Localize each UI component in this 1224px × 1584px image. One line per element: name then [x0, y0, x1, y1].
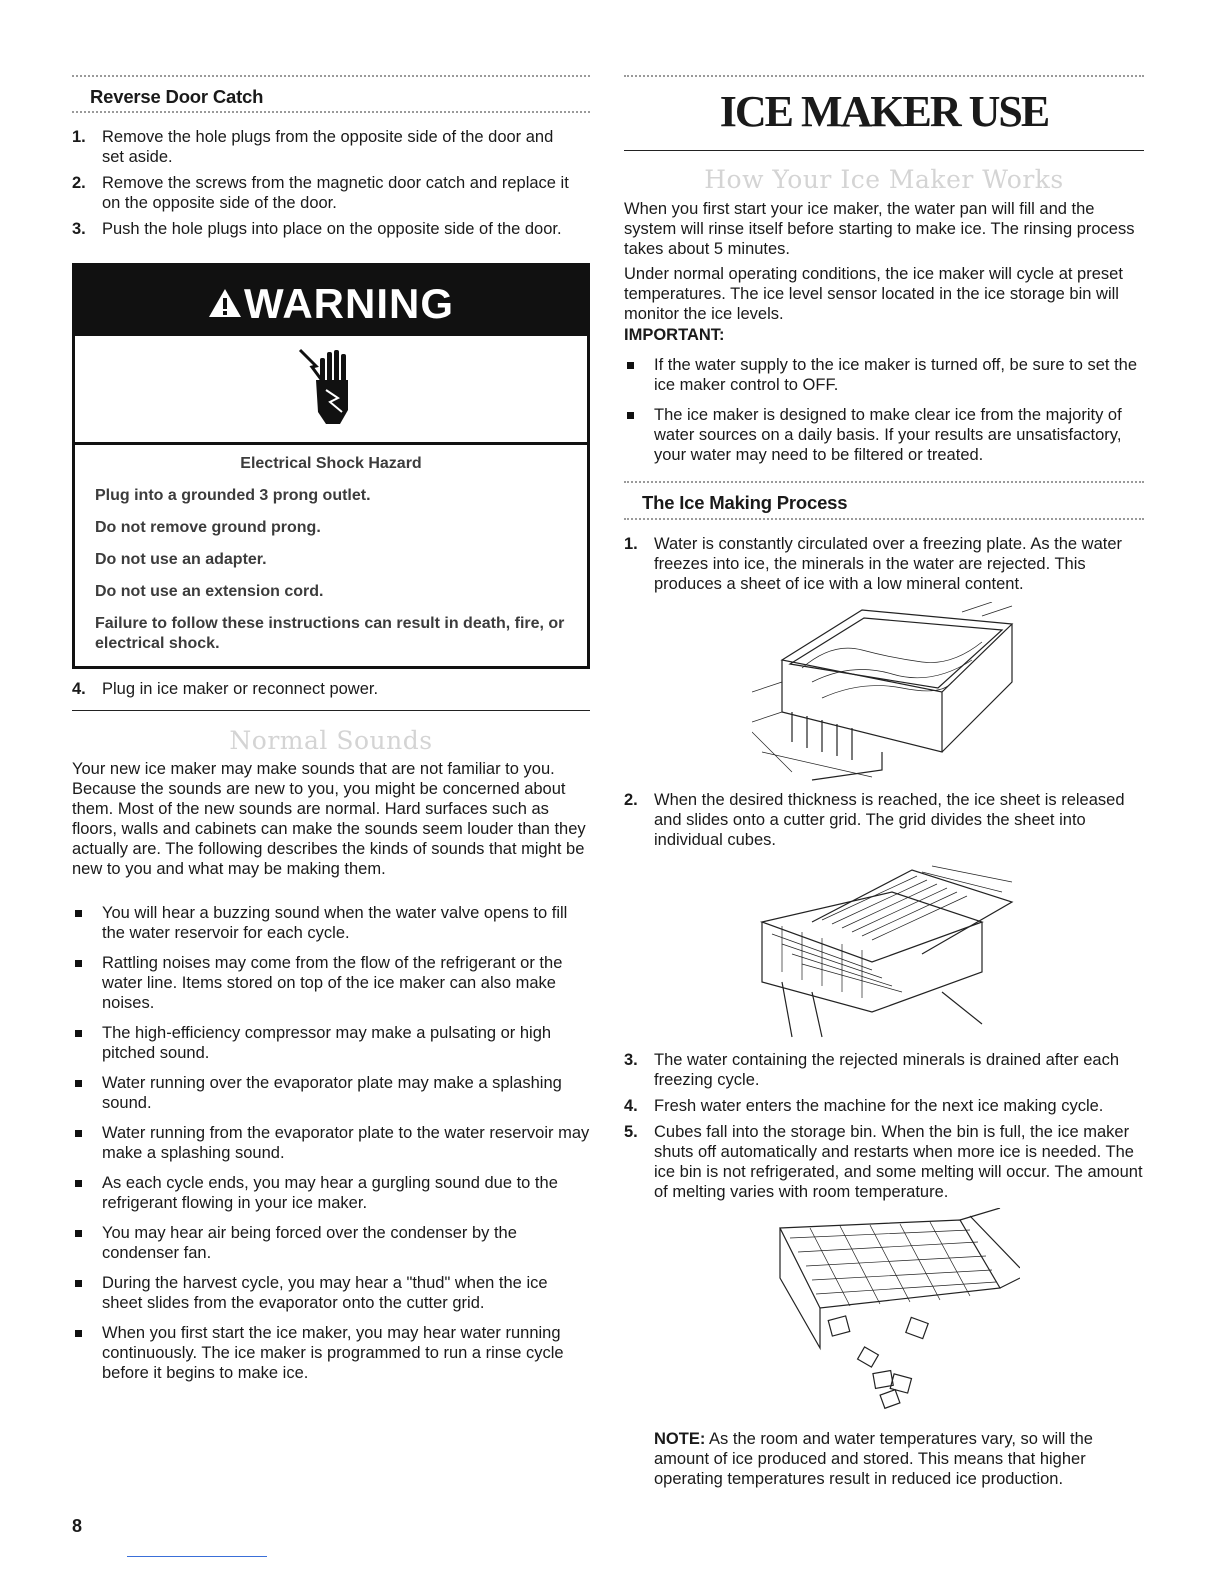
list-item: 3. Push the hole plugs into place on the opposite side of the door. — [72, 220, 562, 238]
list-item: 4. Plug in ice maker or reconnect power. — [72, 680, 379, 698]
how-it-works-para1: When you first start your ice maker, the water pan will fill and the system will rinse itself before starting to make ice. The rinsing process takes about 5 minutes. — [624, 200, 1135, 258]
how-it-works-para2: Under normal operating conditions, the ice maker will cycle at preset temperatures. The ice level sensor located in the ice storage bin will monitor the ice levels. — [624, 265, 1123, 323]
reverse-door-catch-steps — [72, 127, 572, 239]
hazard-title: Electrical Shock Hazard — [240, 455, 422, 472]
warning-line: Do not use an adapter. — [95, 551, 267, 568]
reverse-door-catch-heading: Reverse Door Catch — [90, 86, 264, 107]
note-label: NOTE: — [654, 1430, 706, 1448]
normal-sounds-intro: Your new ice maker may make sounds that are not familiar to you. Because the sounds are new to you, you might be concerned about them. Most of the new sounds are normal. Hard surfaces such as floors, walls and cabinets can make the sounds seem louder than they actually are. The following describes the kinds of sounds that might be new to you and what may be making them. — [72, 760, 586, 878]
freezing-plate-illustration — [752, 602, 1022, 782]
list-item: 3. The water containing the rejected minerals is drained after each freezing cycle. — [624, 1051, 1120, 1089]
ice-making-process-heading: The Ice Making Process — [642, 492, 848, 513]
list-item: You will hear a buzzing sound when the water valve opens to fill the water reservoir for each cycle. — [72, 903, 590, 943]
section-rule — [624, 481, 1144, 483]
storage-bin-illustration — [760, 1208, 1020, 1418]
section-rule — [624, 150, 1144, 151]
list-item: The ice maker is designed to make clear ice from the majority of water sources on a daily basis. If your results are unsatisfactory, your water may need to be filtered or treated. — [624, 405, 1144, 465]
step-4 — [72, 679, 572, 699]
list-item: When you first start the ice maker, you may hear water running continuously. The ice maker is programmed to run a rinse cycle before it begins to make ice. — [72, 1323, 590, 1383]
list-item: If the water supply to the ice maker is turned off, be sure to set the ice maker control to OFF. — [624, 355, 1144, 395]
process-note: NOTE: As the room and water temperatures vary, so will the amount of ice produced and stored. This means that higher operating temperatures result in reduced ice production. — [654, 1430, 1093, 1488]
section-rule — [72, 111, 590, 113]
warning-triangle-icon — [208, 269, 242, 339]
normal-sounds-list — [72, 903, 590, 1383]
list-item: You may hear air being forced over the condenser by the condenser fan. — [72, 1223, 590, 1263]
section-rule — [624, 518, 1144, 520]
shock-hazard-icon — [75, 336, 587, 444]
warning-box — [72, 263, 590, 669]
list-item: 4. Fresh water enters the machine for the next ice making cycle. — [624, 1097, 1104, 1115]
section-rule — [624, 75, 1144, 77]
normal-sounds-heading: Normal Sounds — [229, 726, 433, 755]
warning-line: Do not remove ground prong. — [95, 519, 321, 536]
section-rule — [72, 75, 590, 77]
important-label: IMPORTANT: — [624, 326, 725, 344]
list-item: 2. Remove the screws from the magnetic door catch and replace it on the opposite side of the door. — [72, 174, 569, 212]
process-step-1 — [624, 534, 1144, 594]
process-steps-3-5 — [624, 1050, 1144, 1202]
warning-line: Plug into a grounded 3 prong outlet. — [95, 487, 371, 504]
section-rule — [72, 710, 590, 711]
list-item: 5. Cubes fall into the storage bin. When the bin is full, the ice maker shuts off automatically and restarts when more ice is needed. The ice bin is not refrigerated, and some melting will occur. The amount of melting varies with room temperature. — [624, 1123, 1143, 1201]
page-number: 8 — [72, 1516, 83, 1536]
important-list — [624, 355, 1144, 465]
process-step-2 — [624, 790, 1144, 850]
list-item: As each cycle ends, you may hear a gurgling sound due to the refrigerant flowing in your ice maker. — [72, 1173, 590, 1213]
warning-line: Failure to follow these instructions can result in death, fire, or electrical shock. — [95, 615, 565, 652]
list-item: Rattling noises may come from the flow of the refrigerant or the water line. Items stored on top of the ice maker can also make noises. — [72, 953, 590, 1013]
list-item: Water running over the evaporator plate may make a splashing sound. — [72, 1073, 590, 1113]
page-title: ICE MAKER USE — [719, 87, 1049, 136]
list-item: Water running from the evaporator plate to the water reservoir may make a splashing sound. — [72, 1123, 590, 1163]
footer-rule — [127, 1556, 267, 1557]
warning-line: Do not use an extension cord. — [95, 583, 324, 600]
list-item: The high-efficiency compressor may make a pulsating or high pitched sound. — [72, 1023, 590, 1063]
list-item: 1. Water is constantly circulated over a freezing plate. As the water freezes into ice, the minerals in the water are rejected. This produces a sheet of ice with a low mineral content. — [624, 535, 1123, 593]
warning-banner: WARNING — [75, 266, 587, 336]
how-it-works-heading: How Your Ice Maker Works — [704, 165, 1064, 194]
list-item: During the harvest cycle, you may hear a "thud" when the ice sheet slides from the evaporator onto the cutter grid. — [72, 1273, 590, 1313]
cutter-grid-illustration — [752, 862, 1022, 1040]
list-item: 2. When the desired thickness is reached, the ice sheet is released and slides onto a cutter grid. The grid divides the sheet into individual cubes. — [624, 791, 1125, 849]
list-item: 1. Remove the hole plugs from the opposite side of the door and set aside. — [72, 128, 554, 166]
